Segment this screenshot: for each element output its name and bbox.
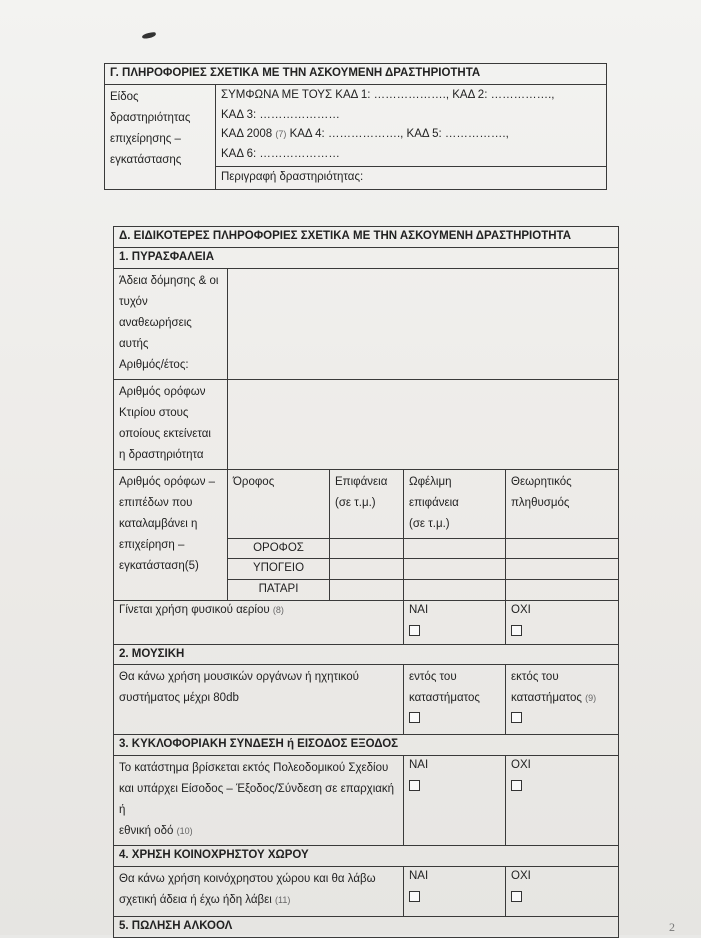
row-basement-label: ΥΠΟΓΕΙΟ: [228, 559, 330, 580]
fire-safety-title: 1. ΠΥΡΑΣΦΑΛΕΙΑ: [114, 247, 619, 268]
music-inside-cell: εντός του καταστήματος: [404, 665, 506, 735]
traffic-no-checkbox[interactable]: [511, 780, 522, 791]
building-permit-field[interactable]: [228, 268, 619, 379]
building-permit-label: Άδεια δόμησης & οι τυχόν αναθεωρήσεις αυτής Αριθμός/έτος:: [114, 268, 228, 379]
traffic-yes-checkbox[interactable]: [409, 780, 420, 791]
common-space-yes-cell: [404, 866, 506, 916]
music-inside-checkbox[interactable]: [409, 712, 420, 723]
kad-line-1[interactable]: ΣΥΜΦΩΝΑ ΜΕ ΤΟΥΣ ΚΑΔ 1: ………………., ΚΑΔ 2: …………….,: [216, 84, 607, 105]
footnote-9: (9): [585, 693, 597, 704]
kad-line-3[interactable]: ΚΑΔ 2008 (7) ΚΑΔ 4: ………………., ΚΑΔ 5: …………….,: [216, 125, 607, 145]
music-outside-checkbox[interactable]: [511, 712, 522, 723]
row-mezzanine-label: ΠΑΤΑΡΙ: [228, 580, 330, 601]
gas-no-cell: [506, 600, 619, 644]
traffic-question: Το κατάστημα βρίσκεται εκτός Πολεοδομικού Σχεδίου και υπάρχει Είσοδος – Έξοδος/Σύνδεση σε επαρχιακή ή εθνική οδό (10): [114, 756, 404, 846]
col-useful-area-header: Ωφέλιμη επιφάνεια (σε τ.μ.): [404, 469, 506, 538]
mezzanine-area-cell[interactable]: [330, 580, 404, 601]
footnote-10: (10): [176, 826, 193, 837]
alcohol-title: 5. ΠΩΛΗΣΗ ΑΛΚΟΟΛ: [114, 916, 619, 937]
footnote-7: (7): [275, 129, 287, 140]
mezzanine-capacity-cell[interactable]: [506, 580, 619, 601]
basement-area-cell[interactable]: [330, 559, 404, 580]
traffic-no-label: ΟΧΙ: [511, 759, 531, 772]
common-space-yes-checkbox[interactable]: [409, 891, 420, 902]
section-g-title: Γ. ΠΛΗΡΟΦΟΡΙΕΣ ΣΧΕΤΙΚΑ ΜΕ ΤΗΝ ΑΣΚΟΥΜΕΝΗ ΔΡΑΣΤΗΡΙΟΤΗΤΑ: [105, 64, 607, 85]
floor-area-cell[interactable]: [330, 538, 404, 559]
kad-line-2[interactable]: ΚΑΔ 3: …………………: [216, 106, 607, 126]
col-floor-header: Όροφος: [228, 469, 330, 538]
gas-no-checkbox[interactable]: [511, 625, 522, 636]
basement-useful-cell[interactable]: [404, 559, 506, 580]
common-space-yes-label: ΝΑΙ: [409, 869, 429, 882]
footnote-11: (11): [275, 894, 291, 905]
gas-question: Γίνεται χρήση φυσικού αερίου (8): [114, 600, 404, 644]
section-g-table: [104, 63, 607, 190]
common-space-no-cell: [506, 866, 619, 916]
gas-yes-label: ΝΑΙ: [409, 603, 429, 616]
floor-useful-cell[interactable]: [404, 538, 506, 559]
mezzanine-useful-cell[interactable]: [404, 580, 506, 601]
music-outside-cell: εκτός του καταστήματος (9): [506, 665, 619, 735]
floor-capacity-cell[interactable]: [506, 538, 619, 559]
row-floor-label: ΟΡΟΦΟΣ: [228, 538, 330, 559]
col-area-header: Επιφάνεια (σε τ.μ.): [330, 469, 404, 538]
ink-mark: [142, 32, 157, 40]
music-title: 2. ΜΟΥΣΙΚΗ: [114, 644, 619, 665]
traffic-title: 3. ΚΥΚΛΟΦΟΡΙΑΚΗ ΣΥΝΔΕΣΗ ή ΕΙΣΟΔΟΣ ΕΞΟΔΟΣ: [114, 735, 619, 756]
footnote-8: (8): [272, 604, 284, 615]
gas-no-label: ΟΧΙ: [511, 603, 531, 616]
traffic-no-cell: [506, 756, 619, 846]
activity-type-label: Είδος δραστηριότητας επιχείρησης – εγκατάστασης: [105, 84, 216, 189]
building-floors-field[interactable]: [228, 379, 619, 469]
section-d-table: [113, 226, 619, 938]
building-floors-label: Αριθμός ορόφων Κτιρίου στους οποίους εκτείνεται η δραστηριότητα: [114, 379, 228, 469]
col-capacity-header: Θεωρητικός πληθυσμός: [506, 469, 619, 538]
gas-yes-checkbox[interactable]: [409, 625, 420, 636]
levels-label: Αριθμός ορόφων – επιπέδων που καταλαμβάνει η επιχείρηση – εγκατάσταση(5): [114, 469, 228, 600]
basement-capacity-cell[interactable]: [506, 559, 619, 580]
activity-description[interactable]: Περιγραφή δραστηριότητας:: [216, 166, 607, 189]
section-d-title: Δ. ΕΙΔΙΚΟΤΕΡΕΣ ΠΛΗΡΟΦΟΡΙΕΣ ΣΧΕΤΙΚΑ ΜΕ ΤΗΝ ΑΣΚΟΥΜΕΝΗ ΔΡΑΣΤΗΡΙΟΤΗΤΑ: [114, 227, 619, 248]
traffic-yes-label: ΝΑΙ: [409, 759, 429, 772]
music-question: Θα κάνω χρήση μουσικών οργάνων ή ηχητικού συστήματος μέχρι 80db: [114, 665, 404, 735]
common-space-title: 4. ΧΡΗΣΗ ΚΟΙΝΟΧΡΗΣΤΟΥ ΧΩΡΟΥ: [114, 846, 619, 867]
page-number: 2: [669, 920, 675, 934]
common-space-question: Θα κάνω χρήση κοινόχρηστου χώρου και θα λάβω σχετική άδεια ή έχω ήδη λάβει (11): [114, 866, 404, 916]
common-space-no-checkbox[interactable]: [511, 891, 522, 902]
kad-line-4[interactable]: ΚΑΔ 6: …………………: [216, 145, 607, 166]
common-space-no-label: ΟΧΙ: [511, 869, 531, 882]
gas-yes-cell: [404, 600, 506, 644]
traffic-yes-cell: [404, 756, 506, 846]
